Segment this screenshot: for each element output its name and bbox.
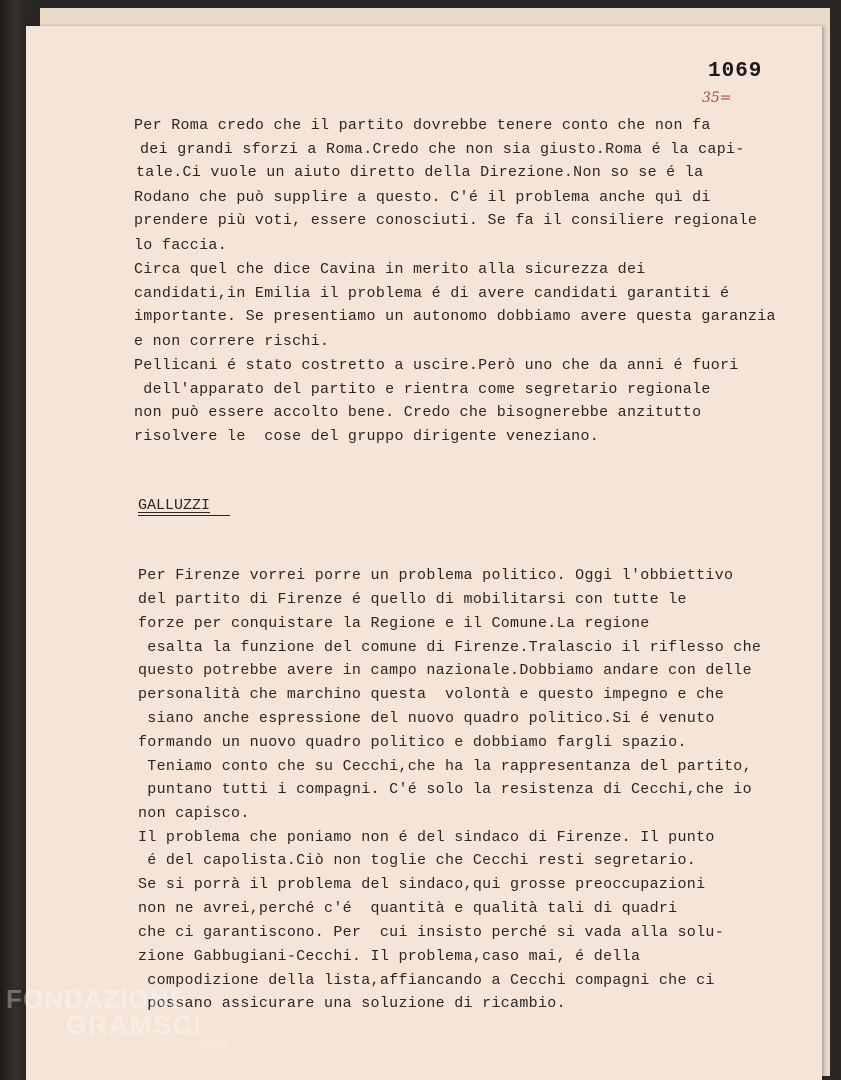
text-line: risolvere le cose del gruppo dirigente veneziano. xyxy=(134,428,600,445)
text-line: puntano tutti i compagni. C'é solo la resistenza di Cecchi,che io xyxy=(138,781,752,798)
text-line: Per Firenze vorrei porre un problema politico. Oggi l'obbiettivo xyxy=(138,567,734,584)
text-line: Il problema che poniamo non é del sindaco di Firenze. Il punto xyxy=(138,829,715,846)
text-line: tale.Ci vuole un aiuto diretto della Direzione.Non so se é la xyxy=(136,164,704,181)
text-line: del partito di Firenze é quello di mobilitarsi con tutte le xyxy=(138,591,687,608)
text-line: dell'apparato del partito e rientra come segretario regionale xyxy=(134,381,711,398)
page-number: 1069 xyxy=(708,60,763,83)
text-line: non può essere accolto bene. Credo che bisognerebbe anzitutto xyxy=(134,404,702,421)
text-line: e non correre rischi. xyxy=(134,333,330,350)
text-line: che ci garantiscono. Per cui insisto perché si vada alla solu- xyxy=(138,924,724,941)
section-heading: GALLUZZI xyxy=(138,497,230,516)
text-line: questo potrebbe avere in campo nazionale.Dobbiamo andare con delle xyxy=(138,662,752,679)
text-line: dei grandi sforzi a Roma.Credo che non sia giusto.Roma é la capi- xyxy=(140,141,745,158)
text-line: Pellicani é stato costretto a uscire.Però uno che da anni é fuori xyxy=(134,357,739,374)
text-line: non ne avrei,perché c'é quantità e qualità tali di quadri xyxy=(138,900,678,917)
text-line: possano assicurare una soluzione di ricambio. xyxy=(138,995,566,1012)
text-line: prendere più voti, essere conosciuti. Se fa il consiliere regionale xyxy=(134,212,758,229)
text-line: Se si porrà il problema del sindaco,qui grosse preoccupazioni xyxy=(138,876,706,893)
text-line: compodizione della lista,affiancando a Cecchi compagni che ci xyxy=(138,972,715,989)
text-line: Rodano che può supplire a questo. C'é il problema anche quì di xyxy=(134,189,711,206)
text-line: esalta la funzione del comune di Firenze.Tralascio il riflesso che xyxy=(138,639,762,656)
text-line: siano anche espressione del nuovo quadro politico.Si é venuto xyxy=(138,710,715,727)
text-line: personalità che marchino questa volontà e questo impegno e che xyxy=(138,686,724,703)
fondazione-gramsci-watermark xyxy=(6,986,228,1049)
text-line: forze per conquistare la Regione e il Comune.La regione xyxy=(138,615,650,632)
text-line: é del capolista.Ciò non toglie che Cecchi resti segretario. xyxy=(138,852,697,869)
watermark-line-2: GRAMSCI xyxy=(66,1010,203,1040)
text-line: zione Gabbugiani-Cecchi. Il problema,caso mai, é della xyxy=(138,948,641,965)
text-line: importante. Se presentiamo un autonomo dobbiamo avere questa garanzia xyxy=(134,308,776,325)
text-line: Per Roma credo che il partito dovrebbe tenere conto che non fa xyxy=(134,117,711,134)
handwritten-note: 35= xyxy=(702,90,732,106)
text-line: Teniamo conto che su Cecchi,che ha la rappresentanza del partito, xyxy=(138,758,752,775)
text-line: lo faccia. xyxy=(134,237,228,254)
text-line: formando un nuovo quadro politico e dobbiamo fargli spazio. xyxy=(138,734,687,751)
watermark-line-3: ONLUS xyxy=(196,1039,228,1049)
text-line: Circa quel che dice Cavina in merito alla sicurezza dei xyxy=(134,261,646,278)
text-line: candidati,in Emilia il problema é di avere candidati garantiti é xyxy=(134,285,730,302)
text-line: non capisco. xyxy=(138,805,250,822)
watermark-line-1: FONDAZIONE xyxy=(6,984,188,1014)
